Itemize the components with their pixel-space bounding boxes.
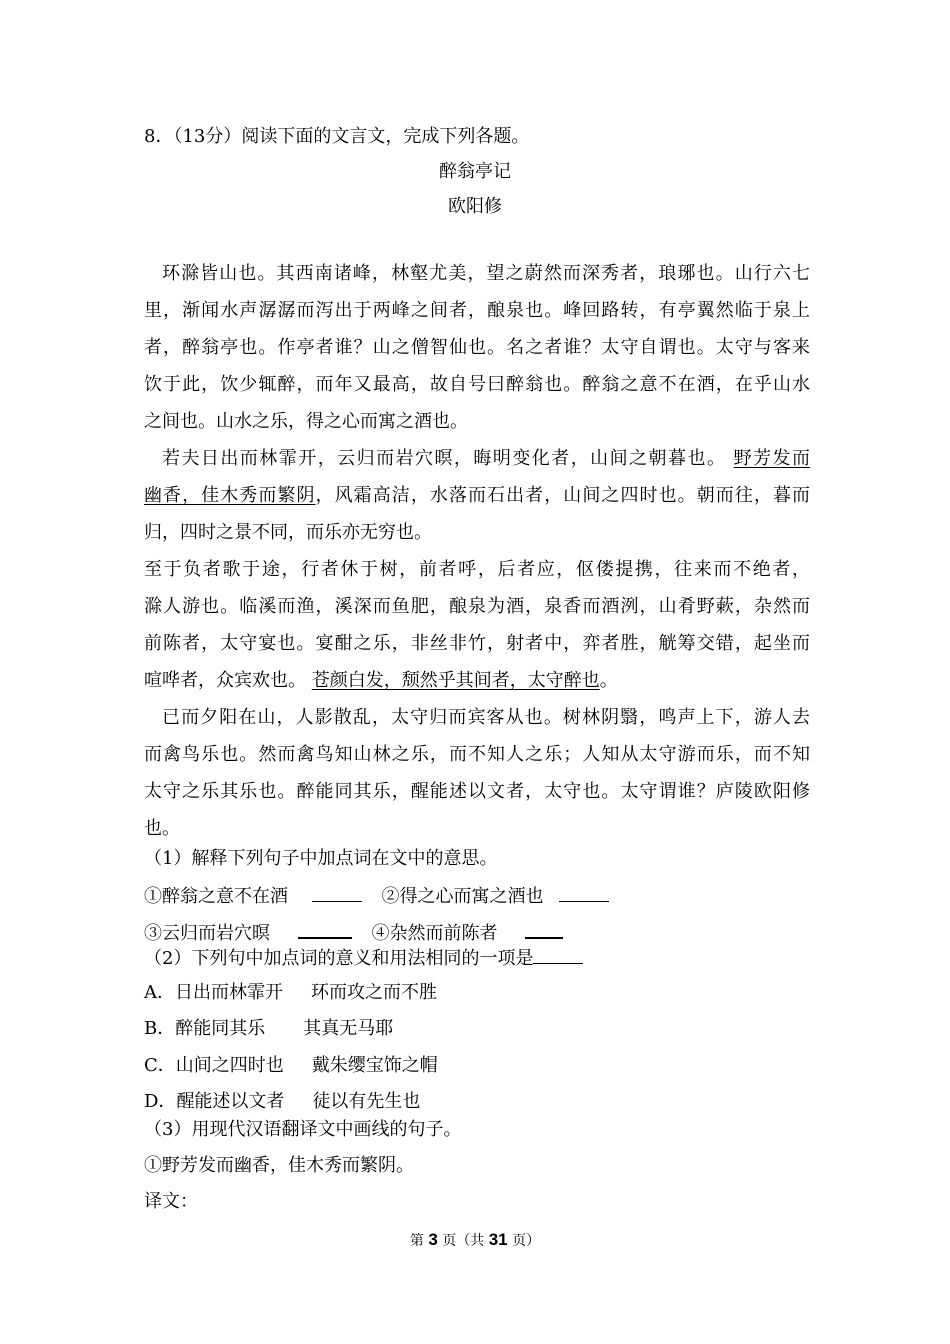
answer-blank[interactable] bbox=[533, 947, 583, 964]
q1-item-1: ①醉翁之意不在酒 bbox=[144, 886, 288, 907]
footer-post: 页） bbox=[507, 1233, 541, 1249]
underlined-sentence: 野芳发而 bbox=[733, 448, 810, 469]
option-sentence-a: 日出而林霏开 bbox=[175, 982, 283, 1003]
option-label: C． bbox=[144, 1055, 176, 1076]
paragraph-3-line: 至于负者歌于途，行者休于树，前者呼，后者应，伛偻提携，往来而不绝者， bbox=[144, 559, 810, 580]
option-sentence-b: 徒以有先生也 bbox=[312, 1091, 421, 1112]
paragraph-1-line: 饮于此，饮少辄醉，而年又最高，故自号曰醉翁也。醉翁之意不在酒，在乎山水 bbox=[144, 374, 810, 395]
paragraph-4-line: 已而夕阳在山，人影散乱，太守归而宾客从也。树林阴翳，鸣声上下，游人去 bbox=[162, 707, 810, 728]
question-header: 8．（13分）阅读下面的文言文，完成下列各题。 bbox=[144, 126, 530, 147]
paragraph-1-line: 环滁皆山也。其西南诸峰，林壑尤美，望之蔚然而深秀者，琅琊也。山行六七 bbox=[162, 263, 810, 284]
passage-author: 欧阳修 bbox=[448, 196, 502, 217]
paragraph-3-line: 滁人游也。临溪而渔，溪深而鱼肥，酿泉为酒，泉香而酒洌，山肴野蔌，杂然而 bbox=[144, 596, 810, 617]
passage-title: 醉翁亭记 bbox=[439, 161, 511, 182]
paragraph-2-line bbox=[144, 440, 810, 477]
q2-prompt: （2）下列句中加点词的意义和用法相同的一项是 bbox=[144, 948, 534, 969]
option-sentence-a: 醉能同其乐 bbox=[175, 1018, 266, 1039]
answer-blank[interactable] bbox=[298, 921, 352, 939]
answer-blank[interactable] bbox=[559, 885, 609, 902]
q1-row-1 bbox=[144, 885, 609, 908]
q1-item-4: ④杂然而前陈者 bbox=[371, 923, 498, 944]
q3-item-1: ①野芳发而幽香，佳木秀而繁阴。 bbox=[144, 1155, 414, 1176]
page-footer bbox=[0, 1231, 950, 1250]
q2-option-b[interactable] bbox=[144, 1018, 393, 1040]
q2-option-a[interactable] bbox=[144, 982, 437, 1004]
q1-item-2: ②得之心而寓之酒也 bbox=[381, 886, 544, 907]
option-label: A． bbox=[144, 982, 175, 1003]
paragraph-4-line: 太守之乐其乐也。醉能同其乐，醒能述以文者，太守也。太守谓谁？庐陵欧阳修 bbox=[144, 781, 810, 802]
text-span: 。 bbox=[599, 670, 618, 691]
option-label: D． bbox=[144, 1091, 177, 1112]
paragraph-1-line: 之间也。山水之乐，得之心而寓之酒也。 bbox=[144, 411, 468, 432]
footer-pre: 第 bbox=[409, 1233, 429, 1249]
q3-prompt: （3）用现代汉语翻译文中画线的句子。 bbox=[144, 1119, 462, 1140]
paragraph-2-line bbox=[144, 477, 810, 514]
q1-prompt: （1）解释下列句子中加点词在文中的意思。 bbox=[144, 848, 498, 869]
option-sentence-b: 戴朱缨宝饰之帽 bbox=[311, 1055, 438, 1076]
q2-prompt-row bbox=[144, 947, 583, 970]
text-span: 喧哗者，众宾欢也。 bbox=[144, 670, 306, 691]
paragraph-3-line: 前陈者，太守宴也。宴酣之乐，非丝非竹，射者中，弈者胜，觥筹交错，起坐而 bbox=[144, 633, 810, 654]
option-sentence-a: 醒能述以文者 bbox=[176, 1091, 285, 1112]
paragraph-3-line bbox=[144, 662, 810, 699]
current-page: 3 bbox=[428, 1230, 438, 1249]
underlined-sentence: 苍颜白发，颓然乎其间者，太守醉也 bbox=[311, 670, 600, 691]
footer-mid: 页（共 bbox=[437, 1233, 489, 1249]
paragraph-1-line: 者，醉翁亭也。作亭者谁？山之僧智仙也。名之者谁？太守自谓也。太守与客来 bbox=[144, 337, 810, 358]
option-label: B． bbox=[144, 1018, 176, 1039]
passage-body bbox=[144, 255, 810, 847]
q2-option-d[interactable] bbox=[144, 1091, 420, 1113]
paragraph-2-line: 归，四时之景不同，而乐亦无穷也。 bbox=[144, 522, 432, 543]
q3-answer-label: 译文： bbox=[144, 1191, 198, 1212]
total-pages: 31 bbox=[488, 1230, 508, 1249]
q2-option-c[interactable] bbox=[144, 1055, 438, 1077]
paragraph-1-line: 里，渐闻水声潺潺而泻出于两峰之间者，酿泉也。峰回路转，有亭翼然临于泉上 bbox=[144, 300, 810, 321]
q1-row-2 bbox=[144, 921, 563, 945]
text-span: ，风霜高洁，水落而石出者，山间之四时也。朝而往，暮而 bbox=[315, 485, 810, 506]
paragraph-4-line: 而禽鸟乐也。然而禽鸟知山林之乐，而不知人之乐；人知从太守游而乐，而不知 bbox=[144, 744, 810, 765]
option-sentence-b: 其真无马耶 bbox=[303, 1018, 394, 1039]
option-sentence-a: 山间之四时也 bbox=[175, 1055, 284, 1076]
answer-blank[interactable] bbox=[312, 885, 362, 902]
option-sentence-b: 环而攻之而不胜 bbox=[311, 982, 437, 1003]
text-span: 若夫日出而林霏开，云归而岩穴暝，晦明变化者，山间之朝暮也。 bbox=[162, 448, 727, 469]
q1-item-3: ③云归而岩穴暝 bbox=[144, 923, 270, 944]
underlined-sentence: 幽香，佳木秀而繁阴 bbox=[144, 485, 316, 506]
paragraph-4-line: 也。 bbox=[144, 818, 180, 839]
answer-blank[interactable] bbox=[525, 921, 563, 939]
